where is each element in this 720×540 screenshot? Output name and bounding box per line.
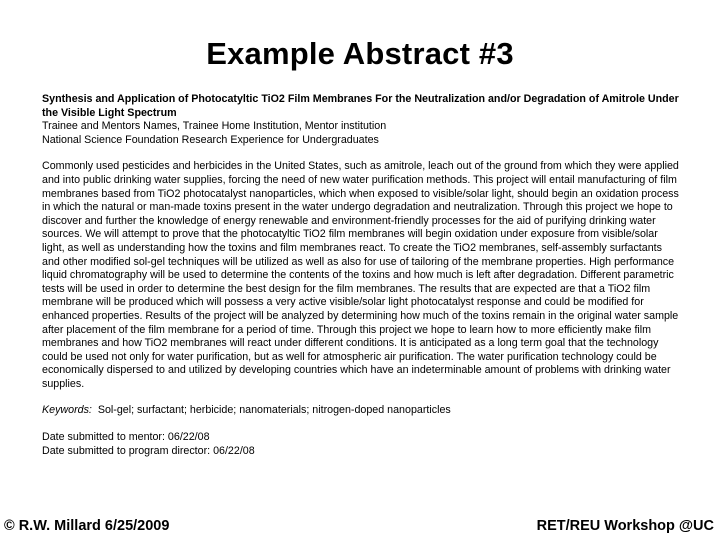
date-submitted-director: Date submitted to program director: 06/22/08 bbox=[42, 444, 255, 457]
slide-title: Example Abstract #3 bbox=[206, 36, 514, 71]
footer-workshop: RET/REU Workshop @UC bbox=[536, 518, 714, 534]
abstract-funding: National Science Foundation Research Experience for Undergraduates bbox=[42, 133, 379, 146]
abstract-title: Synthesis and Application of Photocatyltic TiO2 Film Membranes For the Neutralization and/or Degradation of Amitrole Under the Visible Light Spectrum bbox=[42, 93, 679, 119]
keywords-list: Sol-gel; surfactant; herbicide; nanomaterials; nitrogen-doped nanoparticles bbox=[91, 404, 451, 417]
date-submitted-mentor: Date submitted to mentor: 06/22/08 bbox=[42, 431, 210, 444]
keywords-line bbox=[42, 404, 682, 418]
abstract-content bbox=[42, 93, 682, 458]
footer-copyright: © R.W. Millard 6/25/2009 bbox=[4, 518, 170, 534]
keywords-label: Keywords: bbox=[42, 404, 92, 417]
submission-dates bbox=[42, 431, 682, 458]
abstract-authors: Trainee and Mentors Names, Trainee Home Institution, Mentor institution bbox=[42, 120, 387, 133]
abstract-body: Commonly used pesticides and herbicides in the United States, such as amitrole, leach out of the ground from which they were applied and into public drinking water supplies, forcing the need of new water purification methods. This project will entail manufacturing of film membranes based from TiO2 photocatalyst nanoparticles, which when exposed to visible/solar light, should begin an oxidation process in which the natural or man-made toxins present in the water undergo degradation and neutralization. Through this project we hope to discover and further the knowledge of energy renewable and environment-friendly processes for the aid of purifying drinking water sources. We will attempt to prove that the photocatyltic TiO2 film membranes will begin oxidation under exposure from visible/solar light, as well as understanding how the toxins and film membranes react. To create the TiO2 membranes, self-assembly surfactants and other modified sol-gel techniques will be utilized as well as also for use of tailoring of the membrane properties. High performance liquid chromatography will be used to determine the contents of the toxins and how much is left after degradation. Different parametric tests will be used in order to determine the best design for the film membranes. The results that are expected are that a TiO2 film membrane will be produced which will possess a very active visible/solar light photocatalyst response and could be modified for enhanced properties. Results of the project will be analyzed by determining how much of the toxins remain in the original water sample after placement of the film membrane for a period of time. Through this project we hope to learn how to more efficiently make film membranes and how TiO2 membranes will react under different conditions. It is anticipated as a long term goal that the technology could be used not only for water purification, but as well for atmospheric air purification. The water purification technology could be economically dispersed to and utilized by developing countries which have an indeterminable amount of problems with drinking water supplies. bbox=[42, 160, 679, 390]
